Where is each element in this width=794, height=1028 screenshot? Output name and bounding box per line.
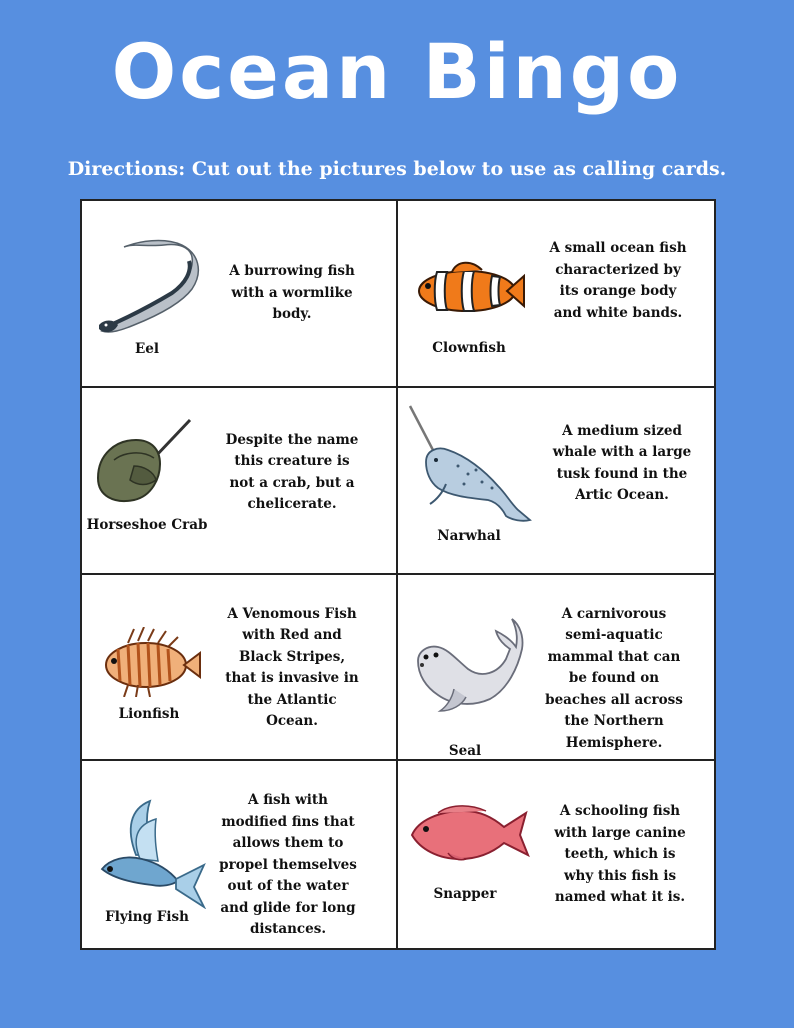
card-description: A small ocean fish characterized by its orange body and white bands. bbox=[549, 240, 687, 321]
card-name: Narwhal bbox=[437, 527, 501, 544]
directions-text: Directions: Cut out the pictures below to use as calling cards. bbox=[67, 158, 727, 180]
card-name: Horseshoe Crab bbox=[86, 516, 208, 533]
card-eel bbox=[82, 201, 398, 388]
card-seal bbox=[398, 575, 714, 762]
card-description: A medium sized whale with a large tusk found in the Artic Ocean. bbox=[552, 422, 692, 504]
card-lionfish bbox=[82, 575, 398, 762]
card-description: Despite the name this creature is not a crab, but a chelicerate. bbox=[225, 431, 359, 513]
page-title: Ocean Bingo bbox=[111, 27, 683, 116]
seal-icon bbox=[412, 615, 524, 715]
card-description: A burrowing fish with a wormlike body. bbox=[229, 263, 355, 322]
card-description: A fish with modified fins that allows them to propel themselves out of the water and glide for long distances. bbox=[219, 792, 357, 938]
card-name: Seal bbox=[448, 742, 482, 759]
card-description: A Venomous Fish with Red and Black Stripes, that is invasive in the Atlantic Ocean. bbox=[225, 605, 359, 729]
card-name: Snapper bbox=[433, 886, 497, 903]
card-name: Eel bbox=[134, 341, 159, 357]
card-clownfish bbox=[398, 201, 714, 388]
calling-cards-grid bbox=[80, 199, 716, 950]
horseshoe-crab-icon bbox=[94, 416, 194, 511]
clownfish-icon bbox=[412, 256, 527, 326]
card-name: Flying Fish bbox=[105, 909, 189, 926]
card-flying-fish bbox=[82, 761, 398, 948]
card-description: A schooling fish with large canine teeth, which is why this fish is named what it is. bbox=[554, 803, 686, 906]
flying-fish-icon bbox=[96, 799, 208, 909]
card-snapper bbox=[398, 761, 714, 948]
snapper-icon bbox=[408, 803, 532, 863]
card-horseshoe-crab bbox=[82, 388, 398, 575]
card-name: Clownfish bbox=[432, 340, 506, 356]
eel-icon bbox=[94, 239, 209, 339]
lionfish-icon bbox=[98, 627, 202, 697]
narwhal-icon bbox=[406, 404, 536, 524]
card-narwhal bbox=[398, 388, 714, 575]
card-description: A carnivorous semi-aquatic mammal that can be found on beaches all across the Northern Hemisphere. bbox=[545, 605, 683, 751]
card-name: Lionfish bbox=[118, 705, 180, 722]
